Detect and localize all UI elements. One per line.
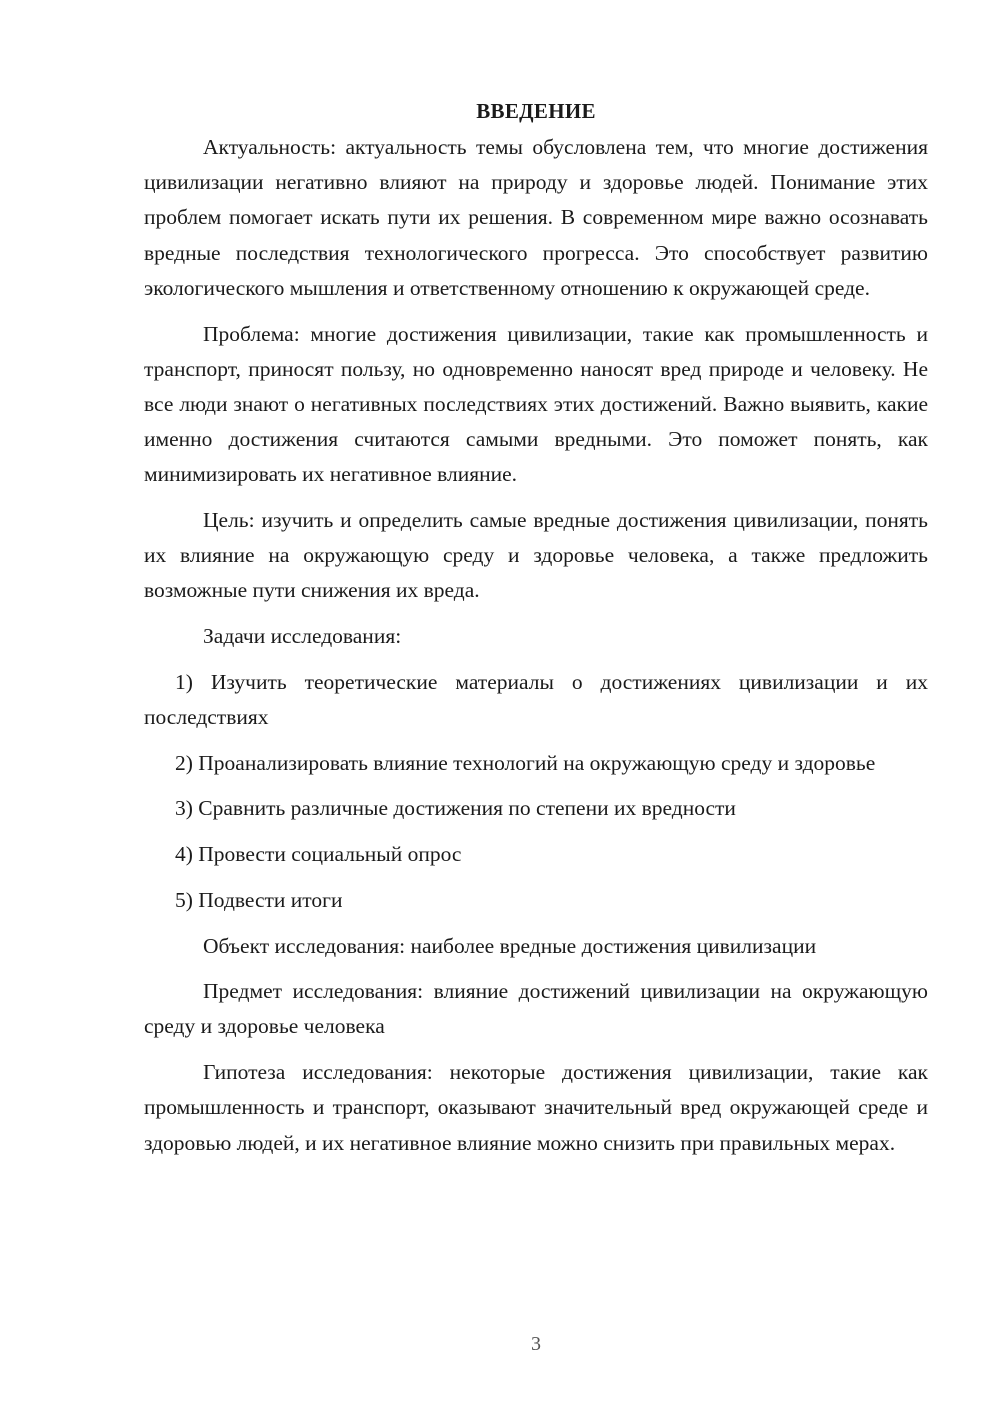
paragraph-relevance: Актуальность: актуальность темы обусловлена тем, что многие достижения цивилизации негативно влияют на природу и здоровье людей. Понимание этих проблем помогает искать пути их решения. В современном мире важно осознавать вредные последствия технологического прогресса. Это способствует развитию экологического мышления и ответственному отношению к окружающей среде.	[144, 135, 928, 300]
document-page	[144, 94, 928, 1171]
tasks-heading: Задачи исследования:	[203, 624, 402, 649]
paragraph-hypothesis: Гипотеза исследования: некоторые достижения цивилизации, такие как промышленность и транспорт, оказывают значительный вред окружающей среде и здоровью людей, и их негативное влияние можно снизить при правильных мерах.	[144, 1060, 928, 1155]
paragraph-object: Объект исследования: наиболее вредные достижения цивилизации	[203, 933, 817, 958]
list-item-task-1: 1) Изучить теоретические материалы о достижениях цивилизации и их последствиях	[144, 669, 928, 730]
list-item-task-5: 5) Подвести итоги	[175, 887, 343, 912]
paragraph-problem: Проблема: многие достижения цивилизации, такие как промышленность и транспорт, приносят пользу, но одновременно наносят вред природе и человеку. Не все люди знают о негативных последствиях этих достижений. Важно выявить, какие именно достижения считаются самыми вредными. Это поможет понять, как минимизировать их негативное влияние.	[144, 321, 928, 487]
paragraph-subject: Предмет исследования: влияние достижений цивилизации на окружающую среду и здоровье человека	[144, 979, 928, 1039]
paragraph-goal: Цель: изучить и определить самые вредные достижения цивилизации, понять их влияние на окружающую среду и здоровье человека, а также предложить возможные пути снижения их вреда.	[144, 508, 928, 603]
list-item-task-4: 4) Провести социальный опрос	[175, 842, 462, 867]
section-title: ВВЕДЕНИЕ	[476, 99, 596, 123]
page-number: 3	[531, 1333, 541, 1355]
list-item-task-2: 2) Проанализировать влияние технологий на окружающую среду и здоровье	[175, 750, 876, 775]
list-item-task-3: 3) Сравнить различные достижения по степени их вредности	[175, 796, 736, 821]
